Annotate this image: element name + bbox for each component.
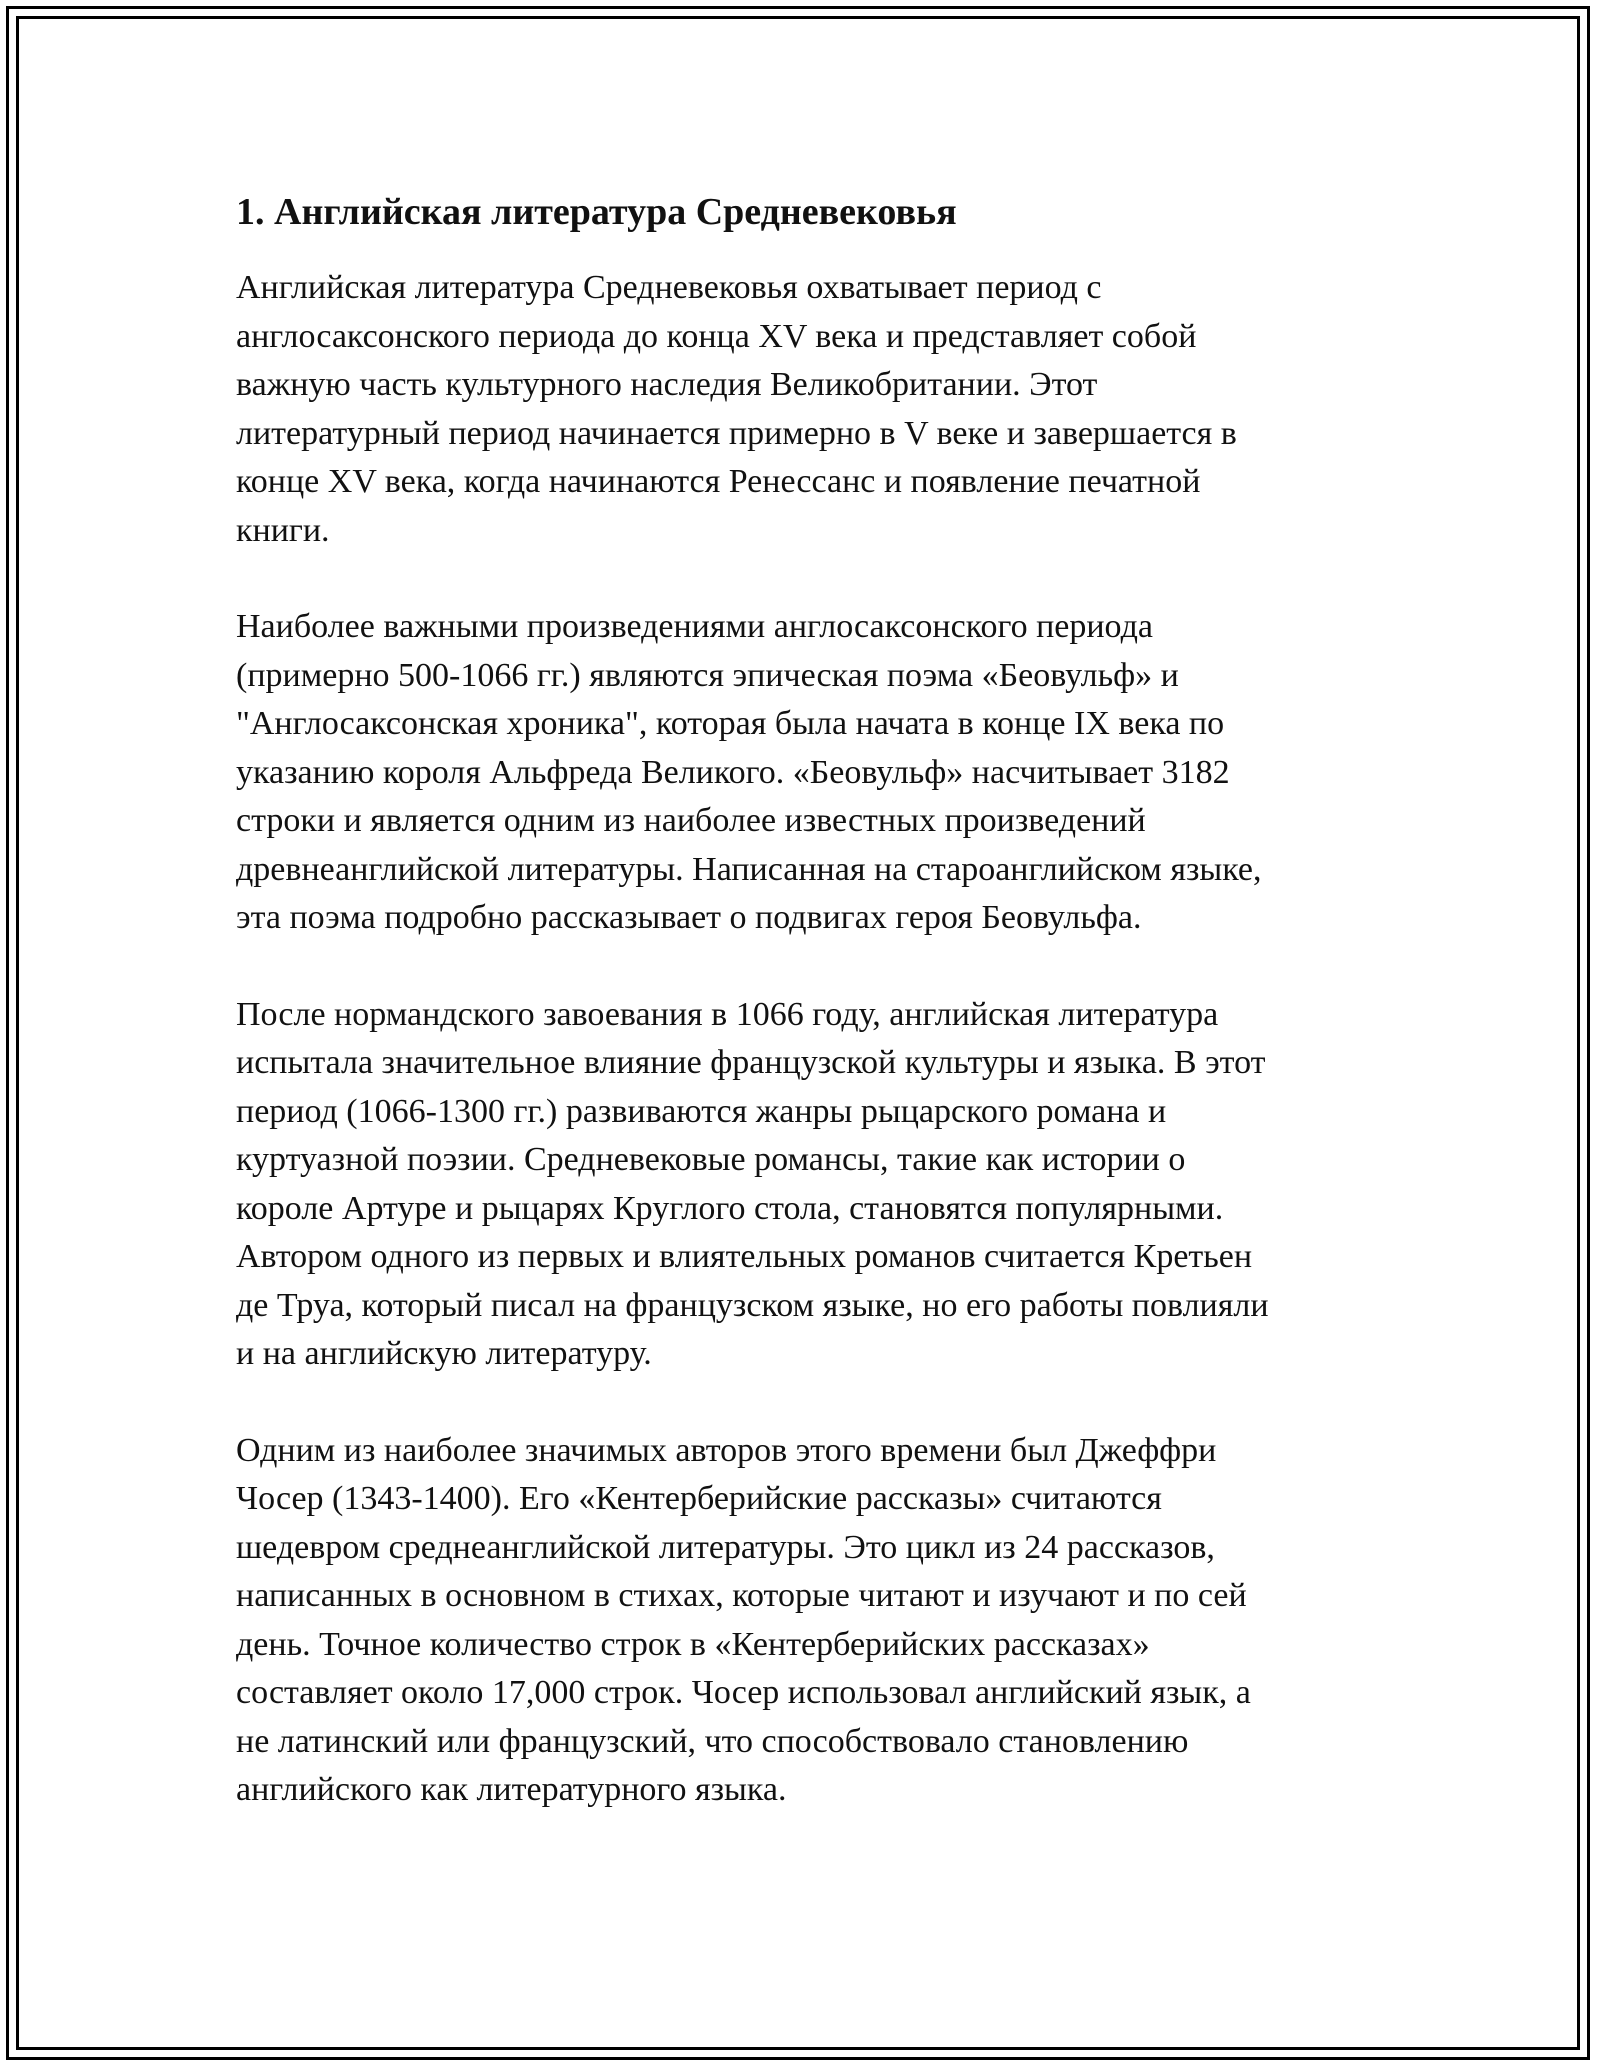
- paragraph-line: короле Артуре и рыцарях Круглого стола, становятся популярными.: [236, 1189, 1224, 1227]
- paragraph-line: Английская литература Средневековья охватывает период с: [236, 269, 1102, 306]
- paragraph-line: написанных в основном в стихах, которые читают и изучают и по сей: [236, 1577, 1247, 1614]
- paragraph-line: Наиболее важными произведениями англосаксонского периода: [236, 608, 1153, 645]
- section-heading: 1. Английская литература Средневековья: [236, 191, 957, 233]
- paragraph-3: [236, 991, 1366, 1379]
- paragraph-line: важную часть культурного наследия Великобритании. Этот: [236, 366, 1098, 403]
- paragraph-line: день. Точное количество строк в «Кентерберийских рассказах»: [236, 1625, 1150, 1663]
- paragraph-line: англосаксонского периода до конца XV века и представляет собой: [236, 317, 1197, 355]
- paragraph-line: конце XV века, когда начинаются Ренессанс и появление печатной: [236, 463, 1201, 500]
- paragraph-line: испытала значительное влияние французской культуры и языка. В этот: [236, 1044, 1266, 1081]
- paragraph-line: указанию короля Альфреда Великого. «Беовульф» насчитывает 3182: [236, 753, 1230, 791]
- paragraph-line: книги.: [236, 511, 330, 549]
- paragraph-line: После нормандского завоевания в 1066 году, английская литература: [236, 995, 1219, 1033]
- paragraph-line: древнеанглийской литературы. Написанная на староанглийском языке,: [236, 850, 1262, 888]
- paragraph-line: английского как литературного языка.: [236, 1771, 787, 1808]
- paragraph-4: [236, 1427, 1366, 1815]
- paragraph-line: период (1066-1300 гг.) развиваются жанры рыцарского романа и: [236, 1092, 1167, 1130]
- paragraph-line: эта поэма подробно рассказывает о подвигах героя Беовульфа.: [236, 899, 1142, 936]
- paragraph-line: шедевром среднеанглийской литературы. Это цикл из 24 рассказов,: [236, 1528, 1215, 1566]
- paragraph-line: (примерно 500-1066 гг.) являются эпическая поэма «Беовульф» и: [236, 656, 1179, 694]
- paragraph-line: де Труа, который писал на французском языке, но его работы повлияли: [236, 1286, 1269, 1324]
- paragraph-line: Одним из наиболее значимых авторов этого времени был Джеффри: [236, 1431, 1217, 1469]
- paragraph-2: [236, 603, 1366, 943]
- paragraph-line: Автором одного из первых и влиятельных романов считается Кретьен: [236, 1238, 1253, 1275]
- document-body: [236, 188, 1366, 1863]
- paragraph-line: не латинский или французский, что способствовало становлению: [236, 1722, 1189, 1760]
- paragraph-line: и на английскую литературу.: [236, 1335, 652, 1372]
- paragraph-line: куртуазной поэзии. Средневековые романсы, такие как истории о: [236, 1141, 1186, 1178]
- paragraph-line: составляет около 17,000 строк. Чосер использовал английский язык, а: [236, 1674, 1251, 1711]
- paragraph-line: "Англосаксонская хроника", которая была начата в конце IX века по: [236, 705, 1225, 742]
- paragraph-1: [236, 264, 1366, 555]
- paragraph-line: строки и является одним из наиболее известных произведений: [236, 802, 1146, 839]
- paragraph-line: литературный период начинается примерно в V веке и завершается в: [236, 414, 1237, 452]
- paragraph-line: Чосер (1343-1400). Его «Кентерберийские рассказы» считаются: [236, 1480, 1162, 1517]
